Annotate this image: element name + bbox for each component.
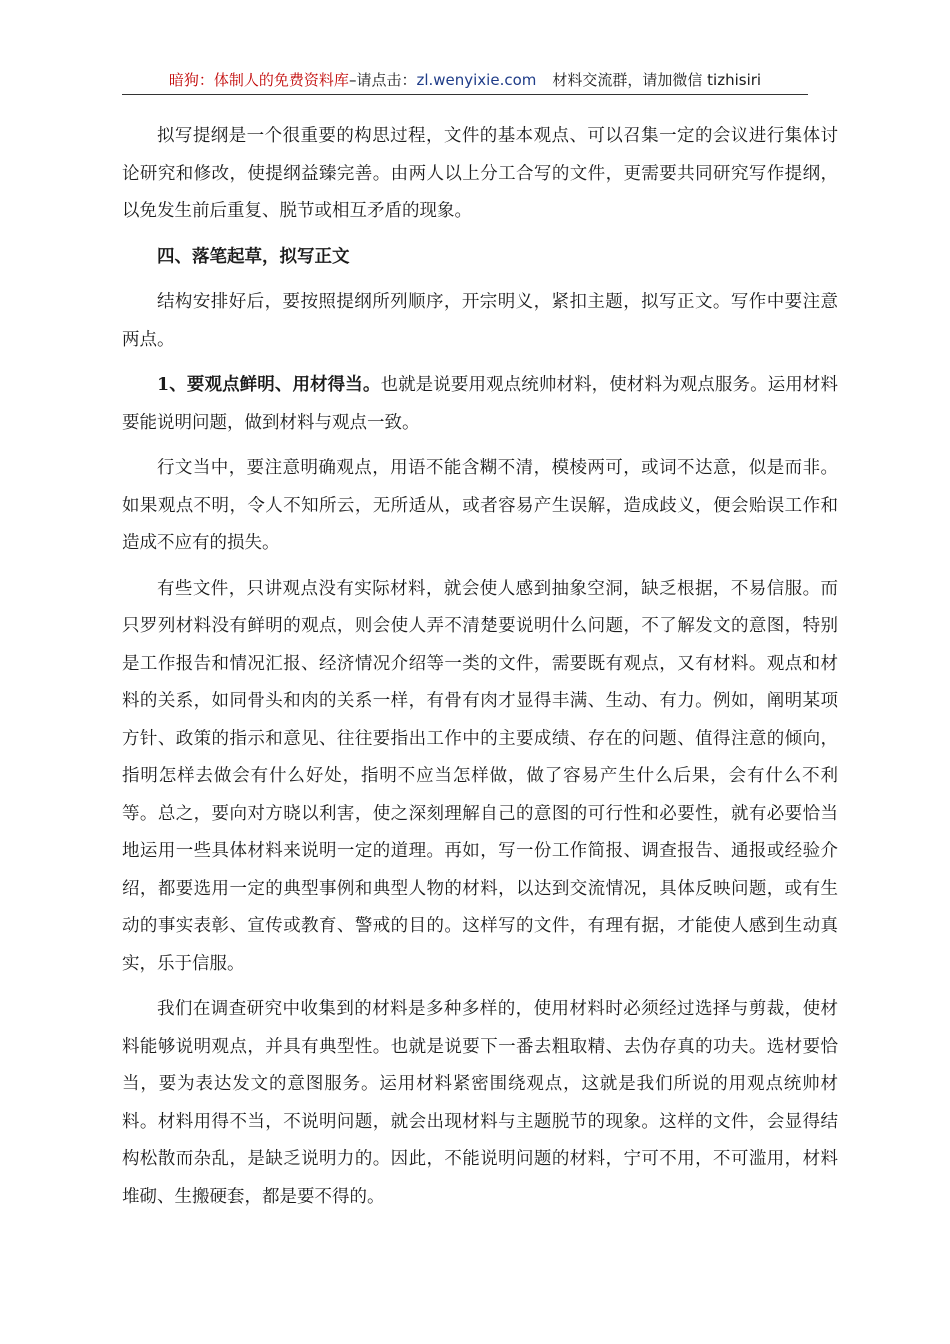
paragraph-point-one [122,367,838,442]
header-prompt: –请点击： [348,71,417,89]
paragraph-structure: 结构安排好后，要按照提纲所列顺序，开宗明义，紧扣主题，拟写正文。写作中要注意两点。 [122,292,838,350]
paragraph-outline: 拟写提纲是一个很重要的构思过程，文件的基本观点、可以召集一定的会议进行集体讨论研究和修改，使提纲益臻完善。由两人以上分工合写的文件，更需要共同研究写作提纲，以免发生前后重复、脱节或相互矛盾的现象。 [122,126,838,221]
document-body [122,118,838,1224]
paragraph-selection: 我们在调查研究中收集到的材料是多种多样的，使用材料时必须经过选择与剪裁，使材料能够说明观点，并具有典型性。也就是说要下一番去粗取精、去伪存真的功夫。选材要恰当，要为表达发文的意图服务。运用材料紧密围绕观点，这就是我们所说的用观点统帅材料。材料用得不当，不说明问题，就会出现材料与主题脱节的现象。这样的文件，会显得结构松散而杂乱，是缺乏说明力的。因此，不能说明问题的材料，宁可不用，不可滥用，材料堆砌、生搬硬套，都是要不得的。 [122,999,838,1207]
header-link[interactable]: zl.wenyixie.com [416,71,537,89]
point-one-rest: 也就是说要用观点统帅材料，使材料为观点服务。运用材料要能说明问题，做到材料与观点一致。 [122,375,838,433]
header-brand: 暗狗：体制人的免费资料库 [168,71,349,89]
header-wechat: 材料交流群，请加微信 tizhisiri [552,71,762,89]
section-heading: 四、落笔起草，拟写正文 [157,246,350,267]
point-one-lead: 1、要观点鲜明、用材得当。 [157,375,381,395]
paragraph-clarity: 行文当中，要注意明确观点，用语不能含糊不清，模棱两可，或词不达意，似是而非。如果观点不明，令人不知所云，无所适从，或者容易产生误解，造成歧义，便会贻误工作和造成不应有的损失。 [122,458,838,553]
page-header [122,66,808,95]
paragraph-materials: 有些文件，只讲观点没有实际材料，就会使人感到抽象空洞，缺乏根据，不易信服。而只罗列材料没有鲜明的观点，则会使人弄不清楚要说明什么问题，不了解发文的意图，特别是工作报告和情况汇报、经济情况介绍等一类的文件，需要既有观点，又有材料。观点和材料的关系，如同骨头和肉的关系一样，有骨有肉才显得丰满、生动、有力。例如，阐明某项方针、政策的指示和意见、往往要指出工作中的主要成绩、存在的问题、值得注意的倾向，指明怎样去做会有什么好处，指明不应当怎样做，做了容易产生什么后果，会有什么不利等。总之，要向对方晓以利害，使之深刻理解自己的意图的可行性和必要性，就有必要恰当地运用一些具体材料来说明一定的道理。再如，写一份工作简报、调查报告、通报或经验介绍，都要选用一定的典型事例和典型人物的材料，以达到交流情况，具体反映问题，或有生动的事实表彰、宣传或教育、警戒的目的。这样写的文件，有理有据，才能使人感到生动真实，乐于信服。 [122,578,838,974]
